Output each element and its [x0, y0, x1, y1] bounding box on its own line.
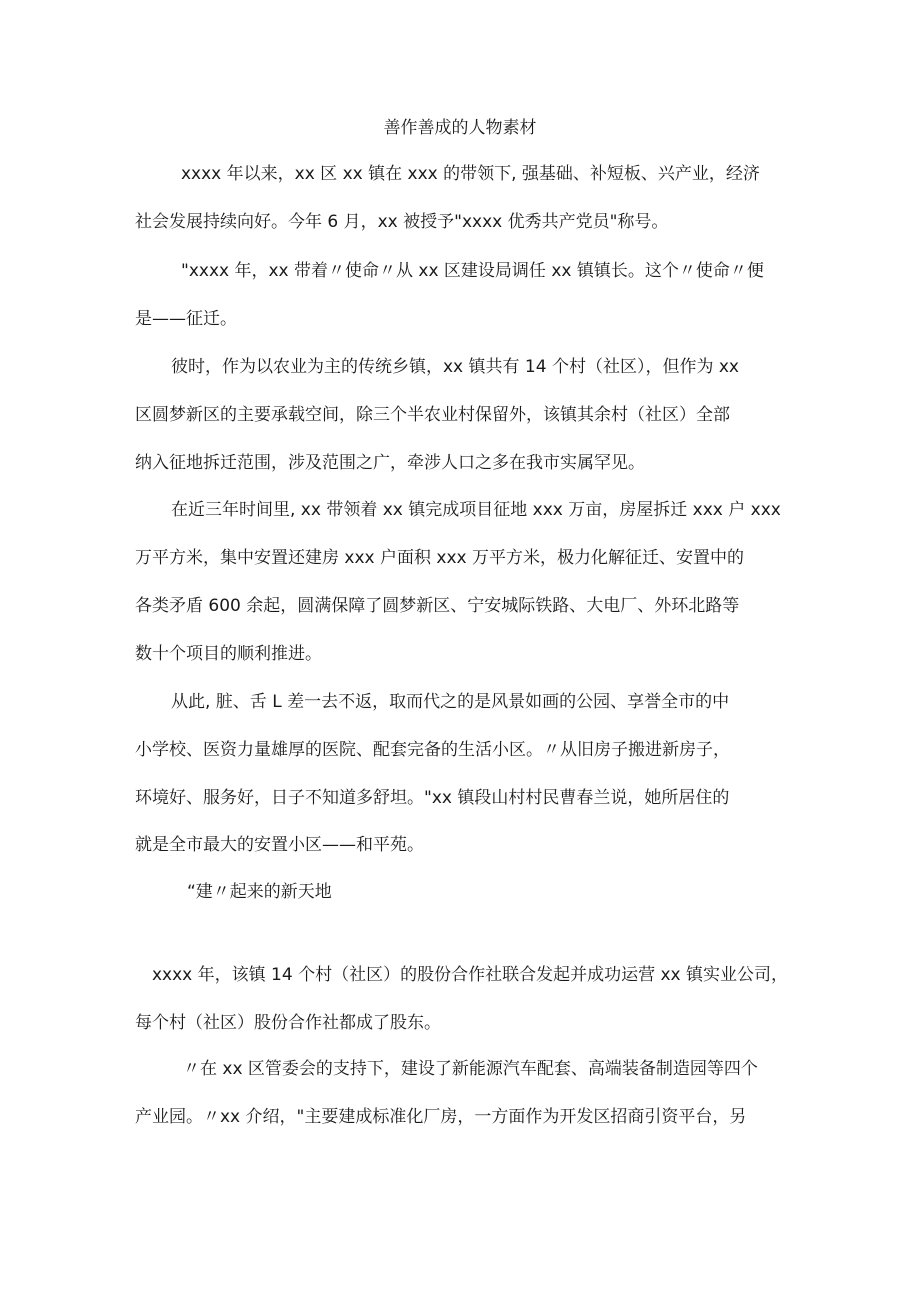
text-line: xxxx 年以来，xx 区 xx 镇在 xxx 的带领下, 强基础、补短板、兴产业，经济	[181, 164, 760, 184]
section-subheading: “建〃起来的新天地	[187, 882, 332, 902]
text-line: 环境好、服务好，日子不知道多舒坦。"xx 镇段山村村民曹春兰说，她所居住的	[135, 788, 730, 808]
text-line: 〃在 xx 区管委会的支持下，建设了新能源汽车配套、高端装备制造园等四个	[183, 1059, 758, 1079]
text-line: 各类矛盾 600 余起，圆满保障了圆梦新区、宁安城际铁路、大电厂、外环北路等	[135, 596, 740, 616]
text-line: xxxx 年，该镇 14 个村（社区）的股份合作社联合发起并成功运营 xx 镇实业公司，	[152, 965, 789, 985]
text-line: 从此, 脏、舌 L 差一去不返，取而代之的是风景如画的公园、享誉全市的中	[171, 692, 730, 712]
text-line: 是——征迁。	[135, 309, 237, 329]
text-line: 纳入征地拆迁范围，涉及范围之广，牵涉人口之多在我市实属罕见。	[135, 453, 645, 473]
text-line: 每个村（社区）股份合作社都成了股东。	[135, 1013, 441, 1033]
text-line: 小学校、医资力量雄厚的医院、配套完备的生活小区。〃从旧房子搬进新房子，	[135, 740, 730, 760]
text-line: "xxxx 年，xx 带着〃使命〃从 xx 区建设局调任 xx 镇镇长。这个〃使命〃便	[181, 261, 764, 281]
document-title: 善作善成的人物素材	[383, 118, 537, 138]
text-line: 在近三年时间里, xx 带领着 xx 镇完成项目征地 xxx 万亩，房屋拆迁 xxx 户 xxx	[171, 500, 781, 520]
text-line: 社会发展持续向好。今年 6 月，xx 被授予"xxxx 优秀共产党员"称号。	[135, 212, 669, 232]
text-line: 产业园。〃xx 介绍，"主要建成标准化厂房，一方面作为开发区招商引资平台，另	[135, 1107, 747, 1127]
text-line: 就是全市最大的安置小区——和平苑。	[135, 835, 424, 855]
text-line: 区圆梦新区的主要承载空间，除三个半农业村保留外，该镇其余村（社区）全部	[135, 405, 730, 425]
text-line: 数十个项目的顺利推进。	[135, 644, 322, 664]
text-line: 彼时，作为以农业为主的传统乡镇，xx 镇共有 14 个村（社区），但作为 xx	[171, 357, 739, 377]
text-line: 万平方米，集中安置还建房 xxx 户面积 xxx 万平方米，极力化解征迁、安置中的	[135, 548, 744, 568]
